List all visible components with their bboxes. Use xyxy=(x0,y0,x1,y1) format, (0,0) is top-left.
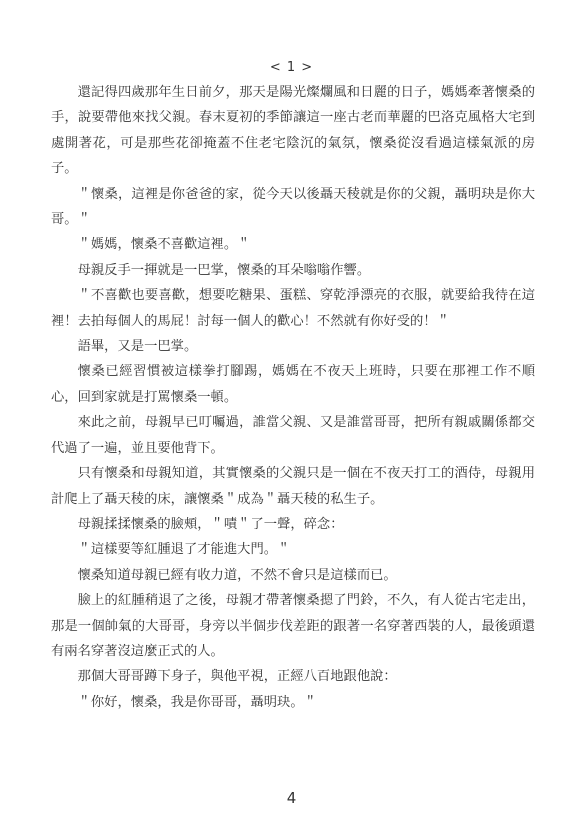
paragraph: 母親揉揉懷桑的臉頰，＂嘖＂了一聲，碎念： xyxy=(77,516,344,532)
paragraph: ＂這樣要等紅腫退了才能進大門。＂ xyxy=(77,542,291,558)
paragraph: 來此之前，母親早已叮囑過，誰當父親、又是誰當哥哥，把所有親戚關係都交代過了一遍，並且要他背下。 xyxy=(51,415,535,456)
paragraph: ＂不喜歡也要喜歡，想要吃糖果、蛋糕、穿乾淨漂亮的衣服，就要給我待在這裡！去拍每個人的馬屁！討每一個人的歡心！不然就有你好受的！＂ xyxy=(51,288,535,329)
paragraph: 懷桑知道母親已經有收力道，不然不會只是這樣而已。 xyxy=(77,567,397,583)
paragraph: ＂懷桑，這裡是你爸爸的家，從今天以後聶天稜就是你的父親，聶明玦是你大哥。＂ xyxy=(51,186,535,228)
paragraph: ＂你好，懷桑，我是你哥哥，聶明玦。＂ xyxy=(77,694,317,710)
paragraph: 只有懷桑和母親知道，其實懷桑的父親只是一個在不夜天打工的酒侍，母親用計爬上了聶天稜的床，讓懷桑＂成為＂聶天稜的私生子。 xyxy=(51,466,535,507)
paragraph: 臉上的紅腫稍退了之後，母親才帶著懷桑摁了門鈴，不久，有人從古宅走出，那是一個帥氣的大哥哥，身旁以半個步伐差距的跟著一名穿著西裝的人，最後頭還有兩名穿著沒這麼正式的人。 xyxy=(51,593,535,659)
paragraph: 還記得四歲那年生日前夕，那天是陽光燦爛風和日麗的日子，媽媽牽著懷桑的手，說要帶他來找父親。春末夏初的季節讓這一座古老而華麗的巴洛克風格大宅到處開著花，可是那些花卻掩蓋不住老宅陰沉的氣氛，懷桑從沒看過這樣氣派的房子。 xyxy=(51,85,535,177)
paragraph: 語畢，又是一巴掌。 xyxy=(77,339,198,355)
page-number: 4 xyxy=(286,789,297,807)
paragraph: 那個大哥哥蹲下身子，與他平視，正經八百地跟他說： xyxy=(77,669,397,685)
chapter-marker: < 1 > xyxy=(269,60,314,75)
body-text xyxy=(51,80,535,715)
paragraph: ＂媽媽，懷桑不喜歡這裡。＂ xyxy=(77,237,251,253)
paragraph: 懷桑已經習慣被這樣拳打腳踢，媽媽在不夜天上班時，只要在那裡工作不順心，回到家就是打罵懷桑一頓。 xyxy=(51,364,535,405)
paragraph: 母親反手一揮就是一巴掌，懷桑的耳朵嗡嗡作響。 xyxy=(77,262,371,278)
